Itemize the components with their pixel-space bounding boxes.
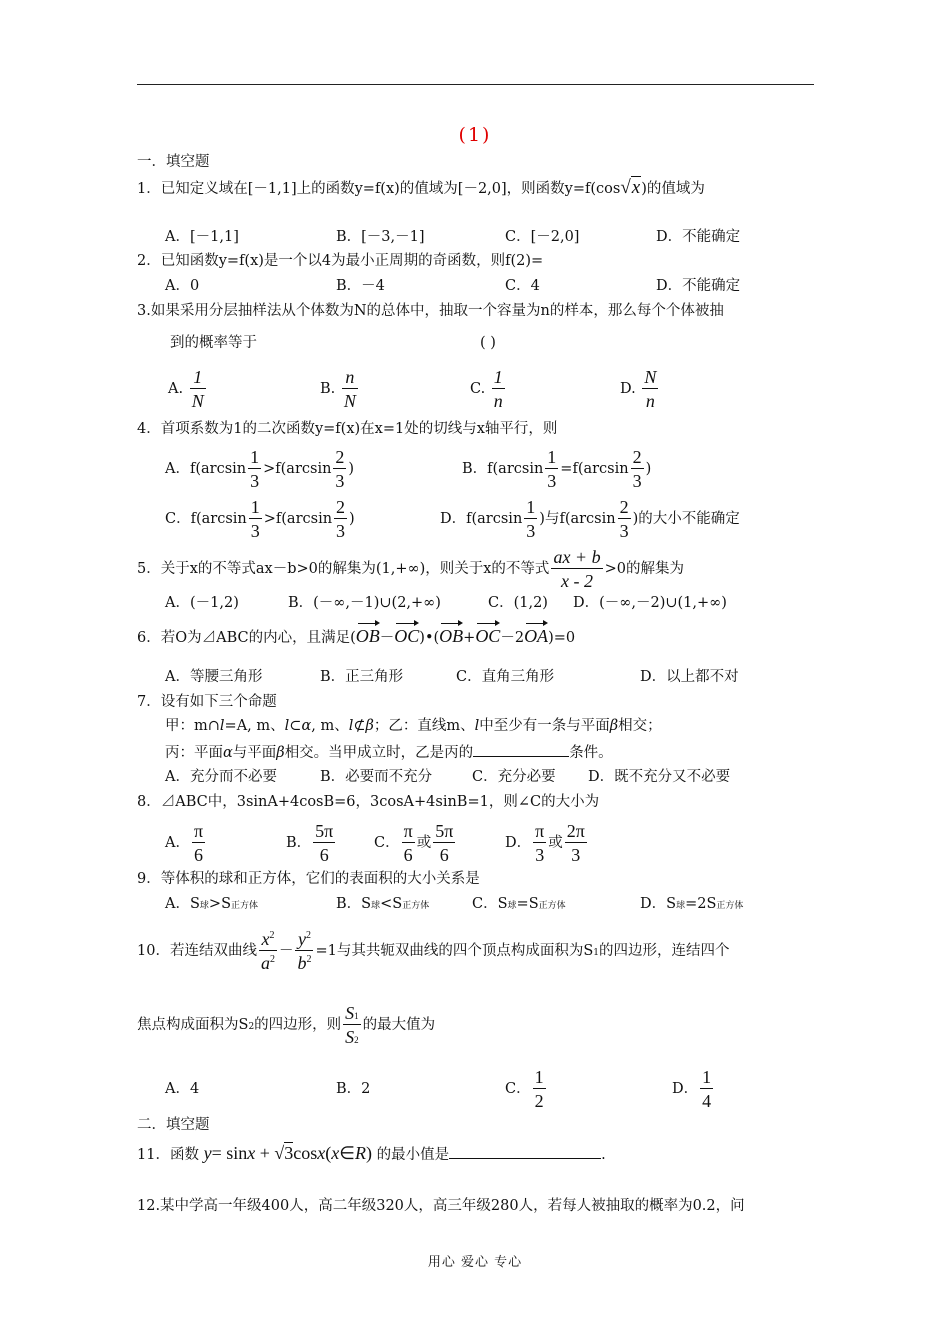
question-7-line-3: 丙：平面ɑ与平面β相交。当甲成立时，乙是丙的 条件。 [165,742,613,763]
q9-option-c: C．S球=S正方体 [472,896,566,912]
answer-blank[interactable] [473,742,569,757]
q8-option-c: C． $\frac{\pi}{6}$ 或 $\frac{5\pi}{6}$ [374,821,454,865]
question-1: 1．已知定义域在[－1,1]上的函数y=f(x)的值域为[－2,0]，则函数y=f(cos√x)的值域为 [137,177,705,198]
q4-option-b: B．f(arcsin $\frac{1}{3}$ =f(arcsin $\frac{2}{3}$ ) [462,447,652,491]
q3-option-c: C. $\frac{1}{n}$ [470,367,503,411]
vector-oc: OC [394,620,419,646]
question-4: 4．首项系数为1的二次函数y=f(x)在x=1处的切线与x轴平行，则 [137,421,558,437]
q4-option-a: A．f(arcsin $\frac{1}{3}$ >f(arcsin $\frac{2}{3}$ ) [165,447,355,491]
q3-option-d: D. $\frac{N}{n}$ [620,367,657,411]
question-8: 8．⊿ABC中，3sinA+4cosB=6，3cosA+4sinB=1，则∠C的大小为 [137,794,600,810]
question-10: 10．若连结双曲线 $\frac{x^2}{a^2}$ － $\frac{y^2}{b^2}$ =1与其共轭双曲线的四个顶点构成面积为S1的四边形，连结四个 [137,929,730,973]
vector-oc: OC [475,620,500,646]
q1-option-a: A．[－1,1] [165,229,239,245]
q2-option-d: D．不能确定 [656,278,741,294]
question-12: 12.某中学高一年级400人，高二年级320人，高三年级280人，若每人被抽取的概率为0.2，问 [137,1198,745,1214]
q10-option-b: B．2 [336,1081,371,1097]
q1-option-d: D．不能确定 [656,229,741,245]
question-5: 5．关于x的不等式ax－b>0的解集为(1,+∞)，则关于x的不等式 $\frac{ax + b}{x - 2}$ >0的解集为 [137,547,684,591]
q3-option-b: B. $\frac{n}{N}$ [320,367,356,411]
question-11: 11．函数 y= sinx + √3cosx(x∈R) 的最小值是 . [137,1143,606,1163]
q7-option-b: B．必要而不充分 [320,769,433,785]
question-3: 3.如果采用分层抽样法从个体数为N的总体中，抽取一个容量为n的样本，那么每个个体被抽 [137,303,724,319]
q9-option-a: A．S球>S正方体 [165,896,259,912]
q4-option-c: C．f(arcsin $\frac{1}{3}$ >f(arcsin $\frac{2}{3}$ ) [165,497,355,541]
function-expression: y= sinx + √3cosx(x∈R) [203,1143,372,1163]
question-9: 9．等体积的球和正方体，它们的表面积的大小关系是 [137,871,480,887]
question-10-cont: 焦点构成面积为S2的四边形，则 $\frac{S1}{S2}$ 的最大值为 [137,1003,436,1047]
q7-option-a: A．充分而不必要 [165,769,277,785]
q6-option-a: A．等腰三角形 [165,669,263,685]
q9-option-d: D．S球=2S正方体 [640,896,744,912]
question-7: 7．设有如下三个命题 [137,694,277,710]
q3-option-a: A. $\frac{1}{N}$ [168,367,204,411]
q5-option-c: C．(1,2) [488,595,548,611]
q8-option-d: D． $\frac{\pi}{3}$ 或 $\frac{2\pi}{3}$ [505,821,585,865]
q10-option-a: A．4 [165,1081,200,1097]
q2-option-a: A．0 [165,278,200,294]
q7-option-d: D．既不充分又不必要 [588,769,731,785]
header-rule [137,84,814,85]
q6-option-c: C．直角三角形 [456,669,555,685]
q5-option-b: B．(－∞,－1)∪(2,+∞) [288,595,441,611]
q6-option-d: D．以上都不对 [640,669,739,685]
vector-ob: OB [356,620,380,646]
page-footer: 用心 爱心 专心 [427,1255,523,1270]
q8-option-b: B． $\frac{5\pi}{6}$ [286,821,334,865]
fraction-y2-b2: $\frac{y^2}{b^2}$ [297,929,312,973]
q7-option-c: C．充分必要 [472,769,556,785]
q10-option-d: D． $\frac{1}{4}$ [672,1067,712,1111]
q8-option-a: A． $\frac{\pi}{6}$ [165,821,204,865]
section-heading-1: 一．填空题 [137,154,210,170]
q5-option-a: A．(－1,2) [165,595,239,611]
q1-option-b: B．[－3,－1] [336,229,425,245]
fraction-x2-a2: $\frac{x^2}{a^2}$ [260,929,275,973]
question-6: 6．若O为⊿ABC的内心，且满足(OB－OC)•(OB+OC－2OA)=0 [137,620,575,648]
sqrt-expression: √x [620,177,641,198]
q6-option-b: B．正三角形 [320,669,404,685]
page-title: (1) [458,124,492,146]
section-heading-2: 二．填空题 [137,1117,210,1133]
vector-ob: OB [439,620,463,646]
question-3-cont: 到的概率等于 [170,335,257,351]
q4-option-d: D．f(arcsin $\frac{1}{3}$ )与f(arcsin $\frac{2}{3}$ )的大小不能确定 [440,497,740,541]
answer-paren: ( ) [480,335,496,351]
question-7-line-2: 甲：m∩l=A, m、l⊂ɑ, m、l⊄β；乙：直线m、l中至少有一条与平面β相交； [165,718,662,734]
q1-option-c: C．[－2,0] [505,229,580,245]
vector-oa: OA [524,620,548,646]
q2-option-b: B．－4 [336,278,385,294]
q5-option-d: D．(－∞,－2)∪(1,+∞) [573,595,727,611]
q10-option-c: C． $\frac{1}{2}$ [505,1067,544,1111]
question-2: 2．已知函数y=f(x)是一个以4为最小正周期的奇函数，则f(2)= [137,253,544,269]
q9-option-b: B．S球<S正方体 [336,896,430,912]
fraction-s1-s2: $\frac{S1}{S2}$ [345,1003,359,1047]
answer-blank[interactable] [449,1144,601,1159]
q2-option-c: C．4 [505,278,540,294]
